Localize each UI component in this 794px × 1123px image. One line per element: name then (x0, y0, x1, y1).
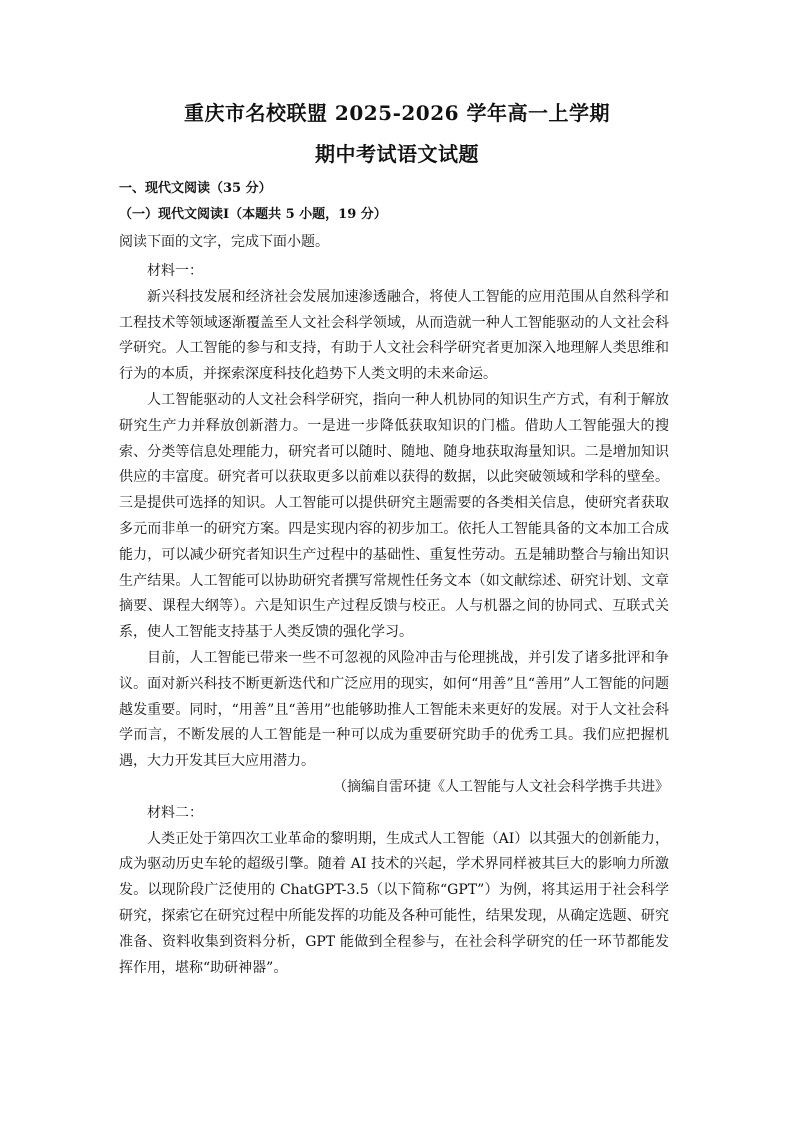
subsection-heading: （一）现代文阅读Ⅰ（本题共 5 小题，19 分） (119, 207, 387, 222)
exam-title-line-2: 期中考试语文试题 (315, 142, 479, 166)
exam-title-line-1: 重庆市名校联盟 2025-2026 学年高一上学期 (183, 101, 611, 125)
section-heading: 一、现代文阅读（35 分） (119, 181, 272, 196)
material-one-paragraph-2: 人工智能驱动的人文社会科学研究，指向一种人机协同的知识生产方式，有利于解放研究生产力并释放创新潜力。一是进一步降低获取知识的门槛。借助人工智能强大的搜索、分类等信息处理能力，研究者可以随时、随地、随身地获取海量知识。二是增加知识供应的丰富度。研究者可以获取更多以前难以获得的数据，以此突破领域和学科的壁垒。三是提供可选择的知识。人工智能可以提供研究主题需要的各类相关信息，使研究者获取多元而非单一的研究方案。四是实现内容的初步加工。依托人工智能具备的文本加工合成能力，可以减少研究者知识生产过程中的基础性、重复性劳动。五是辅助整合与输出知识生产结果。人工智能可以协助研究者撰写常规性任务文本（如文献综述、研究计划、文章摘要、课程大纲等）。六是知识生产过程反馈与校正。人与机器之间的协同式、互联式关系，使人工智能支持基于人类反馈的强化学习。 (119, 391, 669, 641)
material-one-source: （摘编自雷环捷《人工智能与人文社会科学携手共进》 (333, 778, 669, 795)
reading-instruction: 阅读下面的文字，完成下面小题。 (119, 234, 329, 250)
material-one (119, 259, 669, 981)
material-one-label: 材料一： (147, 263, 203, 279)
material-one-paragraph-1: 新兴科技发展和经济社会发展加速渗透融合，将使人工智能的应用范围从自然科学和工程技术等领域逐渐覆盖至人文社会科学领域，从而造就一种人工智能驱动的人文社会科学研究。人工智能的参与和支持，有助于人文社会科学研究者更加深入地理解人类思维和行为的本质，并探索深度科技化趋势下人类文明的未来命运。 (119, 288, 669, 383)
material-two-paragraph-1: 人类正处于第四次工业革命的黎明期，生成式人工智能（AI）以其强大的创新能力，成为驱动历史车轮的超级引擎。随着 AI 技术的兴起，学术界同样被其巨大的影响力所激发。以现阶段广泛使用的 ChatGPT-3.5（以下简称“GPT”）为例，将其运用于社会科学研究，探索它在研究过程中所能发挥的功能及各种可能性，结果发现，从确定选题、研究准备、资料收集到资料分析，GPT 能做到全程参与，在社会科学研究的任一环节都能发挥作用，堪称“助研神器”。 (119, 830, 669, 976)
material-two-label: 材料二： (147, 804, 203, 821)
material-one-paragraph-3: 目前，人工智能已带来一些不可忽视的风险冲击与伦理挑战，并引发了诸多批评和争议。面对新兴科技不断更新迭代和广泛应用的现实，如何“用善”且“善用”人工智能的问题越发重要。同时，“用善”且“善用”也能够助推人工智能未来更好的发展。对于人文社会科学而言，不断发展的人工智能是一种可以成为重要研究助手的优秀工具。我们应把握机遇，大力开发其巨大应用潜力。 (119, 649, 669, 770)
